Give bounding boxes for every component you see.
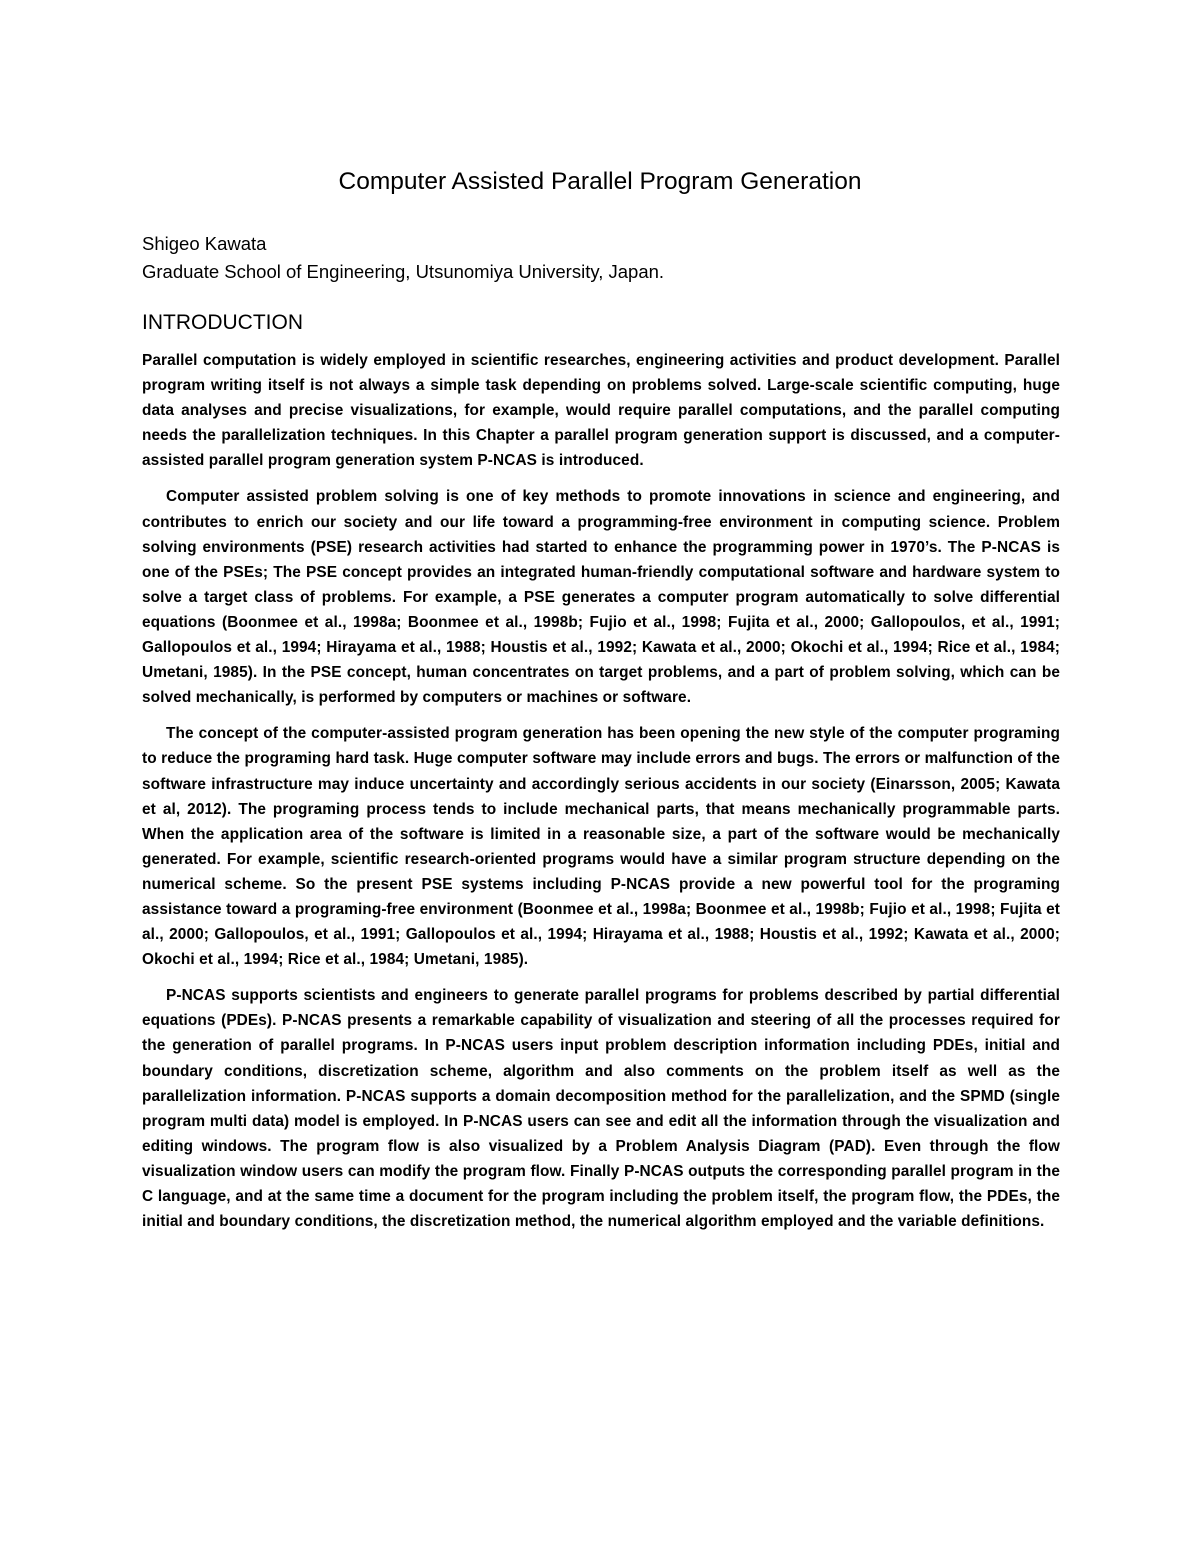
paragraph-1: Parallel computation is widely employed in scientific researches, engineering activities and product development. Parallel program writing itself is not always a simple task depending on problems solved. Large-scale scientific computing, huge data analyses and precise visualizations, for example, would require parallel computations, and the parallel computing needs the parallelization techniques. In this Chapter a parallel program generation support is discussed, and a computer-assisted parallel program generation system P-NCAS is introduced. bbox=[142, 352, 1060, 470]
section-heading-introduction: INTRODUCTION bbox=[142, 311, 303, 334]
author-name: Shigeo Kawata bbox=[142, 233, 267, 254]
body-text bbox=[142, 348, 1060, 1245]
paragraph-4: P-NCAS supports scientists and engineers to generate parallel programs for problems described by partial differential equations (PDEs). P-NCAS presents a remarkable capability of visualization and steering of all the processes required for the generation of parallel programs. In P-NCAS users input problem description information including PDEs, initial and boundary conditions, discretization scheme, algorithm and also comments on the problem itself as well as the parallelization information. P-NCAS supports a domain decomposition method for the parallelization, and the SPMD (single program multi data) model is employed. In P-NCAS users can see and edit all the information through the visualization and editing windows. The program flow is also visualized by a Problem Analysis Diagram (PAD). Even through the flow visualization window users can modify the program flow. Finally P-NCAS outputs the corresponding parallel program in the C language, and at the same time a document for the program including the problem itself, the program flow, the PDEs, the initial and boundary conditions, the discretization method, the numerical algorithm employed and the variable definitions. bbox=[142, 987, 1060, 1231]
paper-title: Computer Assisted Parallel Program Generation bbox=[338, 168, 862, 195]
paragraph-3: The concept of the computer-assisted program generation has been opening the new style of the computer programing to reduce the programing hard task. Huge computer software may include errors and bugs. The errors or malfunction of the software infrastructure may induce uncertainty and accordingly serious accidents in our society (Einarsson, 2005; Kawata et al, 2012). The programing process tends to include mechanical parts, that means mechanically programmable parts. When the application area of the software is limited in a reasonable size, a part of the software would be mechanically generated. For example, scientific research-oriented programs would have a similar program structure depending on the numerical scheme. So the present PSE systems including P-NCAS provide a new powerful tool for the programing assistance toward a programing-free environment (Boonmee et al., 1998a; Boonmee et al., 1998b; Fujio et al., 1998; Fujita et al., 2000; Gallopoulos, et al., 1991; Gallopoulos et al., 1994; Hirayama et al., 1988; Houstis et al., 1992; Kawata et al., 2000; Okochi et al., 1994; Rice et al., 1984; Umetani, 1985). bbox=[142, 725, 1060, 969]
paragraph-2: Computer assisted problem solving is one of key methods to promote innovations in science and engineering, and contributes to enrich our society and our life toward a programming-free environment in computing science. Problem solving environments (PSE) research activities had started to enhance the programming power in 1970’s. The P-NCAS is one of the PSEs; The PSE concept provides an integrated human-friendly computational software and hardware system to solve a target class of problems. For example, a PSE generates a computer program automatically to solve differential equations (Boonmee et al., 1998a; Boonmee et al., 1998b; Fujio et al., 1998; Fujita et al., 2000; Gallopoulos, et al., 1991; Gallopoulos et al., 1994; Hirayama et al., 1988; Houstis et al., 1992; Kawata et al., 2000; Okochi et al., 1994; Rice et al., 1984; Umetani, 1985). In the PSE concept, human concentrates on target problems, and a part of problem solving, which can be solved mechanically, is performed by computers or machines or software. bbox=[142, 488, 1060, 707]
author-affiliation: Graduate School of Engineering, Utsunomiya University, Japan. bbox=[142, 261, 665, 282]
